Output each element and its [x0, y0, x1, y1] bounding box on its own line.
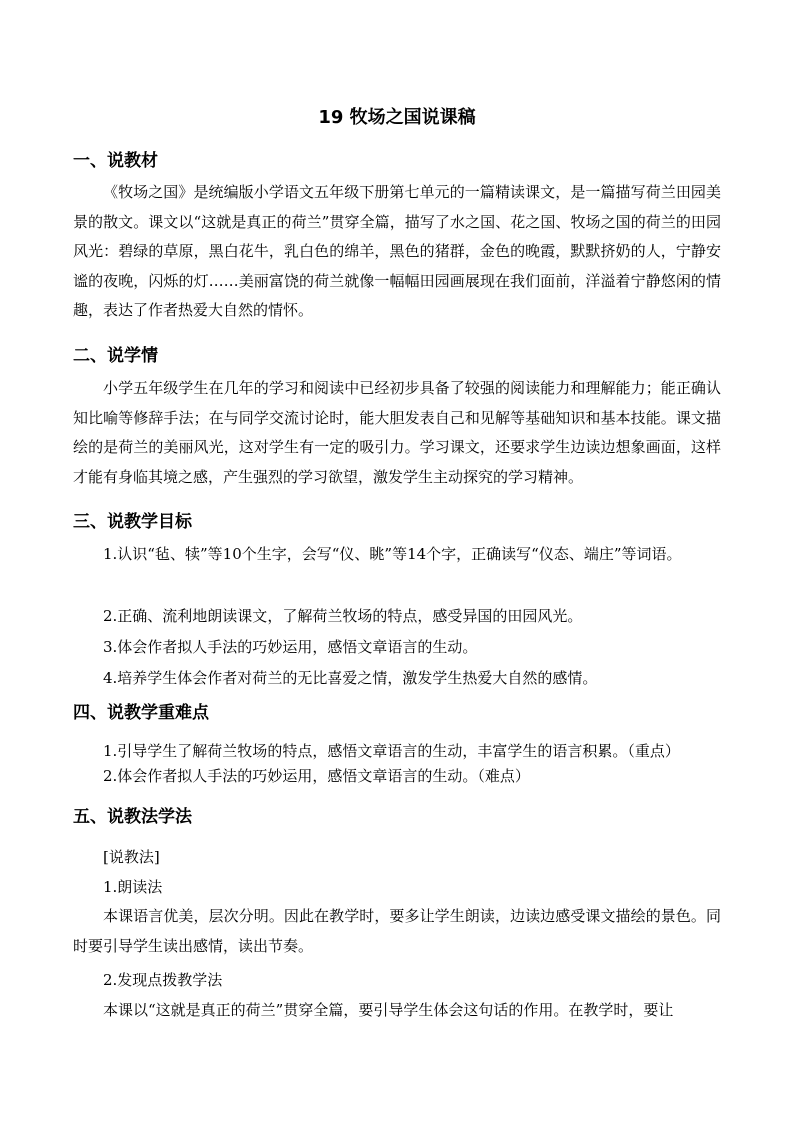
objective-item: 2.正确、流利地朗读课文，了解荷兰牧场的特点，感受异国的田园风光。 [103, 607, 583, 625]
section-paragraph-students: 小学五年级学生在几年的学习和阅读中已经初步具备了较强的阅读能力和理解能力；能正确认知比喻等修辞手法；在与同学交流讨论时，能大胆发表自己和见解等基础知识和基本技能。课文描绘的是荷兰的美丽风光，这对学生有一定的吸引力。学习课文，还要求学生边读边想象画面，这样才能有身临其境之感，产生强烈的学习欲望，激发学生主动探究的学习精神。 [73, 379, 721, 486]
method-title: 1.朗读法 [103, 878, 163, 896]
section-paragraph-textbook: 《牧场之国》是统编版小学语文五年级下册第七单元的一篇精读课文，是一篇描写荷兰田园美景的散文。课文以“这就是真正的荷兰”贯穿全篇，描写了水之国、花之国、牧场之国的荷兰的田园风光：碧绿的草原，黑白花牛，乳白色的绵羊，黑色的猪群，金色的晚霞，默默挤奶的人，宁静安谧的夜晚，闪烁的灯……美丽富饶的荷兰就像一幅幅田园画展现在我们面前，洋溢着宁静悠闲的情趣，表达了作者热爱大自然的情怀。 [73, 183, 721, 319]
method-paragraph: 本课以“这就是真正的荷兰”贯穿全篇，要引导学生体会这句话的作用。在教学时，要让 [103, 1001, 674, 1019]
section-heading-key-points: 四、说教学重难点 [73, 703, 209, 723]
section-heading-textbook: 一、说教材 [73, 151, 158, 171]
key-point-item: 1.引导学生了解荷兰牧场的特点，感悟文章语言的生动，丰富学生的语言积累。（重点） [103, 742, 680, 760]
section-heading-methods: 五、说教法学法 [73, 807, 192, 827]
section-heading-students: 二、说学情 [73, 346, 158, 366]
method-sub-label: [说教法] [103, 848, 160, 866]
document-title: 19 牧场之国说课稿 [318, 107, 476, 128]
objective-item: 3.体会作者拟人手法的巧妙运用，感悟文章语言的生动。 [103, 638, 478, 656]
objective-item: 4.培养学生体会作者对荷兰的无比喜爱之情，激发学生热爱大自然的感情。 [103, 669, 598, 687]
section-heading-objectives: 三、说教学目标 [73, 512, 192, 532]
key-point-item: 2.体会作者拟人手法的巧妙运用，感悟文章语言的生动。（难点） [103, 767, 530, 785]
method-paragraph: 本课语言优美，层次分明。因此在教学时，要多让学生朗读，边读边感受课文描绘的景色。同时要引导学生读出感情，读出节奏。 [73, 907, 721, 955]
objective-item: 1.认识“毡、犊”等10个生字，会写“仪、眺”等14个字，正确读写“仪态、端庄”等词语。 [103, 545, 682, 563]
method-title: 2.发现点拨教学法 [103, 971, 223, 989]
